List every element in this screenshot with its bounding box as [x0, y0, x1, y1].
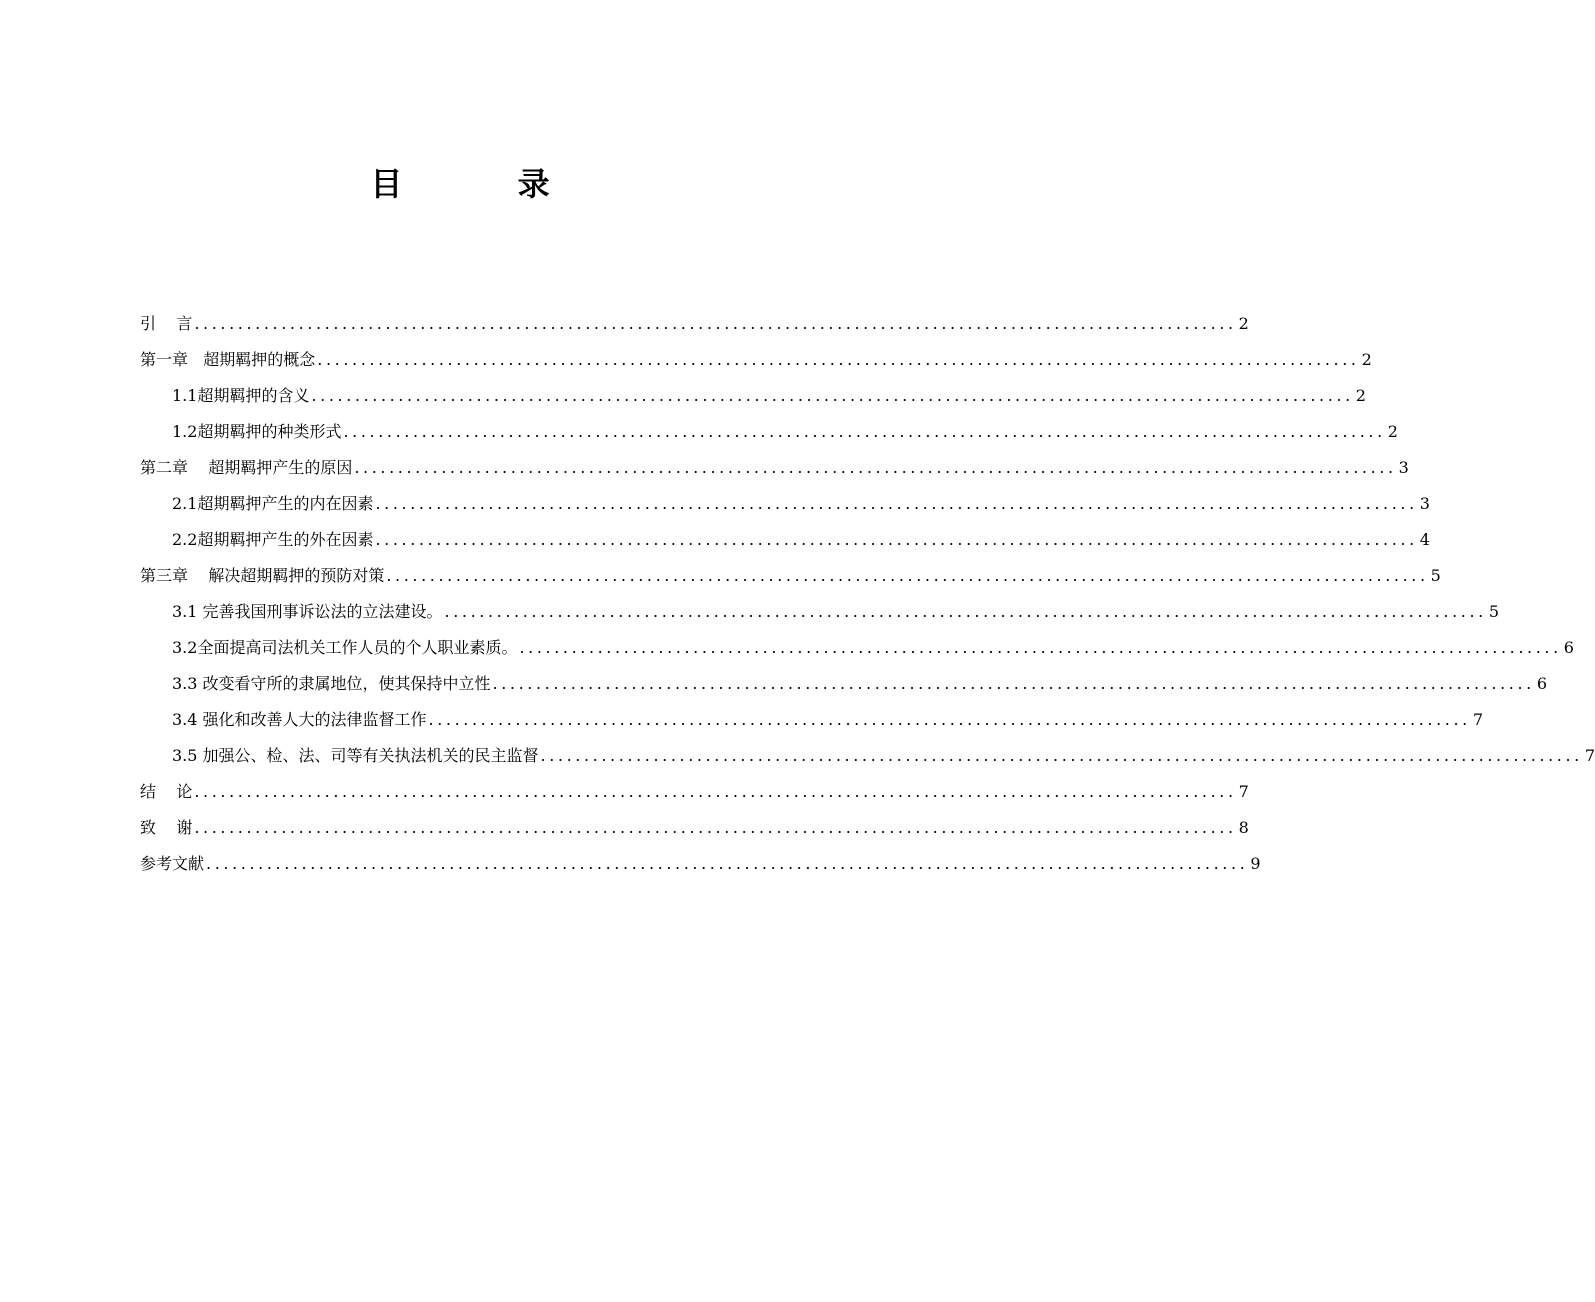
toc-dot-leader: ........................................................................................................................	[194, 818, 1237, 837]
toc-page-number: 7	[1584, 746, 1595, 765]
toc-entry-text: 第二章 超期羁押产生的原因	[140, 458, 353, 477]
toc-entry-text: 参考文献	[140, 854, 205, 873]
toc-entry-text: 2.2超期羁押产生的外在因素	[172, 530, 374, 549]
toc-entry-text: 1.2超期羁押的种类形式	[172, 422, 342, 441]
toc-dot-leader: ........................................................................................................................	[206, 854, 1249, 873]
toc-entry[interactable]	[140, 666, 1548, 702]
toc-entry-text: 3.5 加强公、检、法、司等有关执法机关的民主监督	[172, 746, 539, 765]
toc-dot-leader: ........................................................................................................................	[311, 386, 1354, 405]
toc-title: 目 录	[370, 165, 602, 203]
toc-entry-text: 3.2全面提高司法机关工作人员的个人职业素质。	[172, 638, 518, 657]
toc-page-number: 5	[1430, 566, 1441, 585]
toc-page-number: 7	[1472, 710, 1484, 729]
toc-entry-text: 3.3 改变看守所的隶属地位，使其保持中立性	[172, 674, 491, 693]
toc-page-number: 6	[1563, 638, 1574, 657]
toc-page-number: 7	[1238, 782, 1249, 801]
toc-entry[interactable]	[140, 630, 1574, 666]
toc-page-number: 9	[1250, 854, 1261, 873]
toc-entry-text: 1.1超期羁押的含义	[172, 386, 310, 405]
toc-entry[interactable]	[140, 306, 1249, 342]
toc-dot-leader: ........................................................................................................................	[492, 674, 1535, 693]
toc-entry[interactable]	[140, 342, 1372, 378]
toc-entry-text: 引 言	[140, 314, 193, 333]
toc-entry-text: 2.1超期羁押产生的内在因素	[172, 494, 374, 513]
toc-entry-text: 结 论	[140, 782, 193, 801]
toc-entry-text: 致 谢	[140, 818, 193, 837]
toc-list	[140, 306, 1595, 882]
toc-entry[interactable]	[140, 414, 1398, 450]
toc-entry[interactable]	[140, 594, 1500, 630]
toc-dot-leader: ........................................................................................................................	[194, 314, 1237, 333]
toc-dot-leader: ........................................................................................................................	[428, 710, 1471, 729]
toc-dot-leader: ........................................................................................................................	[317, 350, 1360, 369]
toc-dot-leader: ........................................................................................................................	[375, 530, 1418, 549]
toc-entry[interactable]	[140, 846, 1261, 882]
toc-page-number: 3	[1419, 494, 1430, 513]
toc-page-number: 8	[1238, 818, 1249, 837]
toc-page-number: 2	[1238, 314, 1249, 333]
toc-page-number: 4	[1419, 530, 1430, 549]
toc-entry[interactable]	[140, 486, 1430, 522]
toc-entry[interactable]	[140, 702, 1484, 738]
toc-entry[interactable]	[140, 522, 1430, 558]
toc-entry[interactable]	[140, 558, 1441, 594]
toc-entry[interactable]	[140, 738, 1595, 774]
toc-dot-leader: ........................................................................................................................	[194, 782, 1237, 801]
toc-entry[interactable]	[140, 378, 1366, 414]
toc-entry-text: 3.1 完善我国刑事诉讼法的立法建设。	[172, 602, 443, 621]
toc-entry[interactable]	[140, 810, 1249, 846]
toc-entry-text: 3.4 强化和改善人大的法律监督工作	[172, 710, 427, 729]
toc-page-number: 3	[1398, 458, 1409, 477]
toc-page-number: 6	[1536, 674, 1548, 693]
toc-dot-leader: ........................................................................................................................	[343, 422, 1386, 441]
toc-dot-leader: ........................................................................................................................	[375, 494, 1418, 513]
toc-page-number: 5	[1488, 602, 1500, 621]
toc-dot-leader: ........................................................................................................................	[354, 458, 1397, 477]
toc-dot-leader: ........................................................................................................................	[540, 746, 1583, 765]
toc-dot-leader: ........................................................................................................................	[444, 602, 1487, 621]
toc-page-number: 2	[1387, 422, 1398, 441]
toc-dot-leader: ........................................................................................................................	[386, 566, 1429, 585]
toc-dot-leader: ........................................................................................................................	[519, 638, 1562, 657]
toc-page-number: 2	[1355, 386, 1366, 405]
toc-entry-text: 第三章 解决超期羁押的预防对策	[140, 566, 385, 585]
toc-entry[interactable]	[140, 774, 1249, 810]
toc-entry[interactable]	[140, 450, 1409, 486]
toc-entry-text: 第一章 超期羁押的概念	[140, 350, 316, 369]
toc-page-number: 2	[1361, 350, 1372, 369]
